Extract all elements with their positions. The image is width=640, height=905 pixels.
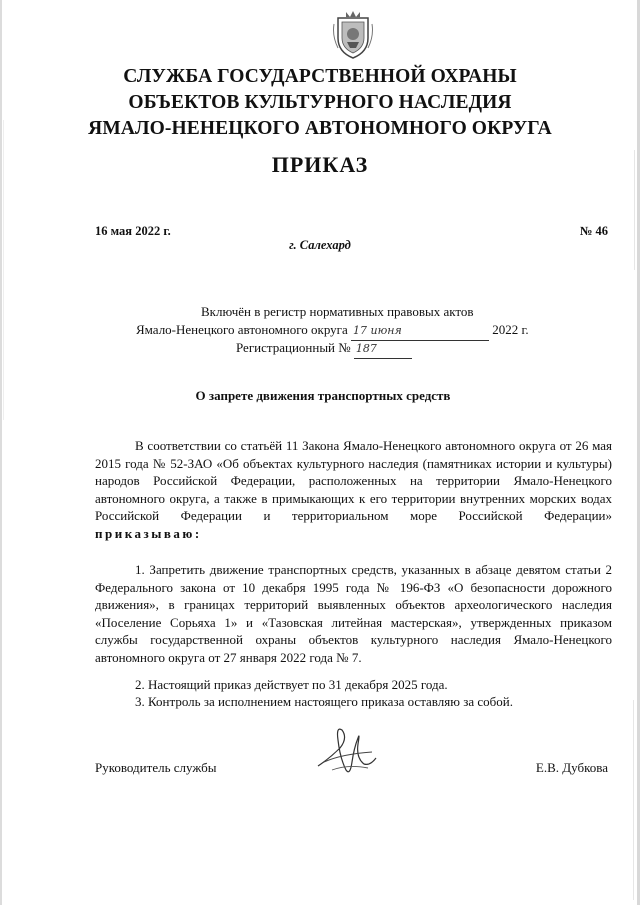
handwritten-signature <box>312 718 382 778</box>
signatory-role: Руководитель службы <box>95 760 217 775</box>
document-place: г. Салехард <box>289 238 351 252</box>
registration-line-1 <box>201 303 474 321</box>
org-name-line-3: ЯМАЛО-НЕНЕЦКОГО АВТОНОМНОГО ОКРУГА <box>88 118 552 139</box>
registration-line-2-prefix: Ямало-Ненецкого автономного округа <box>136 322 348 337</box>
org-name-line-1: СЛУЖБА ГОСУДАРСТВЕННОЙ ОХРАНЫ <box>123 66 517 87</box>
org-name-line-2: ОБЪЕКТОВ КУЛЬТУРНОГО НАСЛЕДИЯ <box>128 92 512 113</box>
registration-line-1-text: Включён в регистр нормативных правовых актов <box>201 304 474 319</box>
registration-number-handwritten: 187 <box>354 340 412 359</box>
order-item-2: 2. Настоящий приказ действует по 31 декабря 2025 года. <box>135 677 448 692</box>
signatory-name: Е.В. Дубкова <box>535 760 608 775</box>
document-date: 16 мая 2022 г. <box>95 224 171 238</box>
preamble-text: В соответствии со статьёй 11 Закона Ямало-Ненецкого автономного округа от 26 мая 2015 года № 52-ЗАО «Об объектах культурного наследия (памятниках истории и культуры) народов Российской Федерации, расположенных на территории Ямало-Ненецкого автономного округа, а также в примыкающих к его территории внутренних морских водах Российской Федерации и территориальном море Российской Федерации» <box>95 438 612 523</box>
registration-date-handwritten: 17 июня <box>351 322 489 341</box>
order-word: приказываю: <box>95 525 202 541</box>
registration-line-3-prefix: Регистрационный № <box>236 340 351 355</box>
document-number: № 46 <box>579 224 608 238</box>
registration-line-3 <box>236 339 412 359</box>
registration-line-2-suffix: 2022 г. <box>492 322 529 337</box>
document-type-heading: ПРИКАЗ <box>271 152 369 177</box>
order-item-3: 3. Контроль за исполнением настоящего приказа оставляю за собой. <box>135 694 513 709</box>
preamble-paragraph <box>95 437 612 542</box>
registration-line-2 <box>136 321 529 341</box>
order-item-1: 1. Запретить движение транспортных средств, указанных в абзаце девятом статьи 2 Федерального закона от 10 декабря 1995 года № 196-ФЗ «О безопасности дорожного движения», в границах территорий выявленных объектов археологического наследия «Поселение Сорьяха 1» и «Тазовская литейная мастерская», утвержденных приказом службы государственной охраны объектов культурного наследия Ямало-Ненецкого автономного округа от 27 января 2022 года № 7. <box>95 562 612 665</box>
document-title: О запрете движения транспортных средств <box>195 388 451 403</box>
coat-of-arms-emblem <box>332 8 374 60</box>
